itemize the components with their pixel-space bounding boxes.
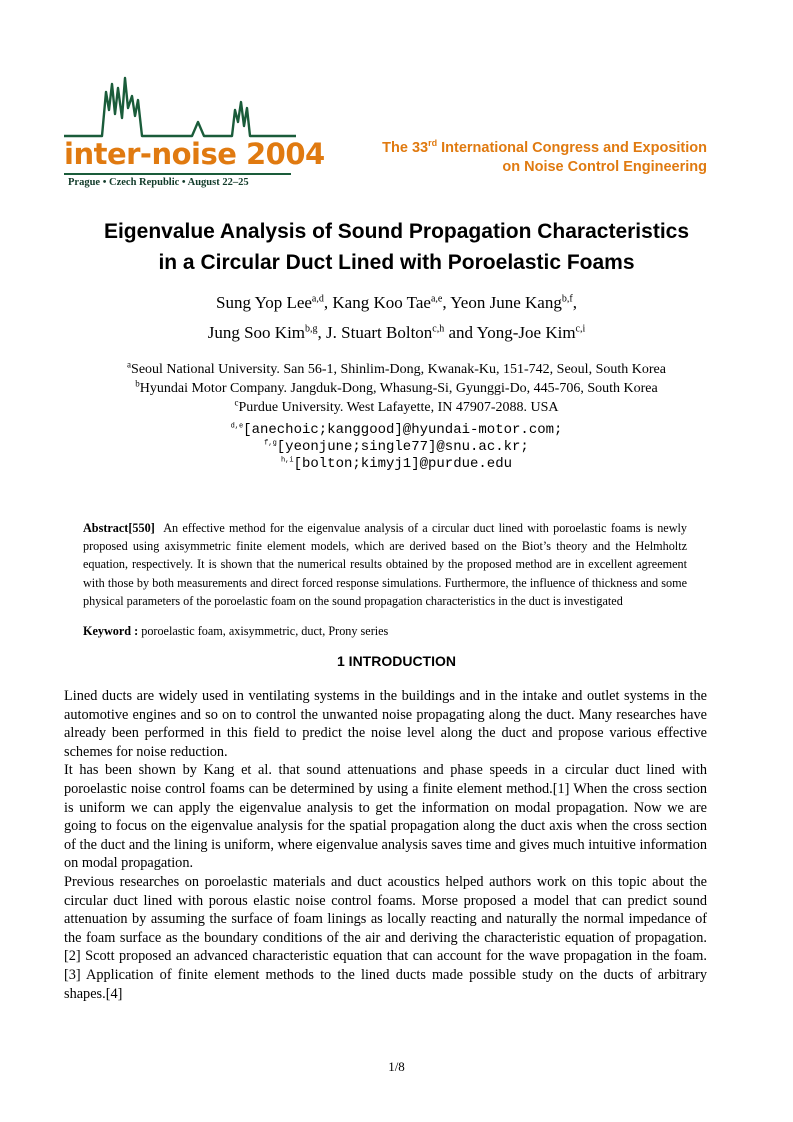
body-paragraph: It has been shown by Kang et al. that sound attenuations and phase speeds in a circular duct lined with poroelastic noise control foams can be determined by using a finite element method.[1] When the cross section is uniform we can apply the eigenvalue analysis to get the information on modal propagation. Now we are going to focus on the eigenvalue analysis for the spatial propagation along the duct axis when the cross section of the duct and the lining is uniform, where eigenvalue analysis saves time and gives much intuitive information on modal propagation. bbox=[64, 762, 707, 872]
congress-line2: on Noise Control Engineering bbox=[502, 159, 707, 175]
author-line-1: Sung Yop Lee$^{a,d}$, Kang Koo Tae$^{a,e}$, Yeon June Kang$^{b,f}$, bbox=[216, 293, 577, 312]
conference-logo bbox=[64, 70, 296, 194]
page-number: 1/8 bbox=[388, 1059, 405, 1074]
abstract-text: An effective method for the eigenvalue analysis of a circular duct lined with poroelastic foams is newly proposed using axisymmetric finite element models, which are derived based on the Biot’s theory and the Helmholtz equation, respectively. It is shown that the numerical results obtained by the proposed method are in excellent agreement with those by both measurements and direct forced response simulations. Furthermore, the influence of thickness and some physical parameters of the poroelastic foam on the sound propagation characteristics in the duct is investigated bbox=[83, 521, 688, 608]
affiliation-list bbox=[40, 360, 753, 417]
logo-subtitle: Prague • Czech Republic • August 22–25 bbox=[68, 177, 249, 188]
logo-wordmark: inter-noise 2004 bbox=[64, 137, 325, 171]
author-line-2: Jung Soo Kim$^{b,g}$, J. Stuart Bolton$^{c,h}$ and Yong-Joe Kim$^{c,i}$ bbox=[207, 323, 586, 342]
email-line-3: $^{h,i}$[bolton;kimyj1]@purdue.edu bbox=[280, 456, 513, 472]
body-paragraph: Lined ducts are widely used in ventilating systems in the buildings and in the intake and outlet systems in the automotive engines and so on to control the unwanted noise propagating along the duct. Many researches have already been performed in this field to predict the noise level along the duct and propose various effective schemes for noise reduction. bbox=[64, 688, 707, 760]
paper-title: Eigenvalue Analysis of Sound Propagation Characteristics in a Circular Duct Lined with Poroelastic Foams bbox=[103, 220, 690, 274]
abstract bbox=[83, 519, 687, 610]
email-line-2: $^{f,g}$[yeonjune;single77]@snu.ac.kr; bbox=[264, 439, 529, 455]
keyword-text: poroelastic foam, axisymmetric, duct, Prony series bbox=[141, 624, 389, 638]
keywords bbox=[83, 622, 687, 640]
body-text bbox=[64, 687, 707, 1003]
affiliation-c: $^c$Purdue University. West Lafayette, IN 47907-2088. USA bbox=[234, 397, 559, 415]
email-list bbox=[40, 422, 753, 473]
abstract-label: Abstract[550] bbox=[83, 521, 155, 535]
keyword-label: Keyword : bbox=[83, 624, 139, 638]
email-line-1: $^{d,e}$[anechoic;kanggood]@hyundai-motor.com; bbox=[230, 422, 563, 438]
section-heading: 1 INTRODUCTION bbox=[337, 653, 456, 669]
congress-line1: The 33rd International Congress and Exposition bbox=[382, 138, 707, 156]
logo-waveform bbox=[64, 78, 296, 136]
affiliation-b: $^b$Hyundai Motor Company. Jangduk-Dong, Whasung-Si, Gyunggi-Do, 445-706, South Korea bbox=[135, 378, 658, 396]
affiliation-a: $^a$Seoul National University. San 56-1, Shinlim-Dong, Kwanak-Ku, 151-742, Seoul, South Korea bbox=[127, 359, 666, 377]
author-list bbox=[40, 288, 753, 348]
congress-header bbox=[382, 139, 707, 177]
body-paragraph: Previous researches on poroelastic materials and duct acoustics helped authors work on this topic about the circular duct lined with porous elastic noise control foams. Morse proposed a model that can predict sound attenuation by assuming the surface of foam linings as locally reacting and naturally the normal impedance of the foam surface as the boundary conditions of the air and deriving the characteristic equation of propagation.[2] Scott proposed an advanced characteristic equation that can account for the wave propagation in the foam.[3] Application of finite element methods to the lined ducts made possible study on the ducts of arbitrary shapes.[4] bbox=[64, 873, 707, 1002]
